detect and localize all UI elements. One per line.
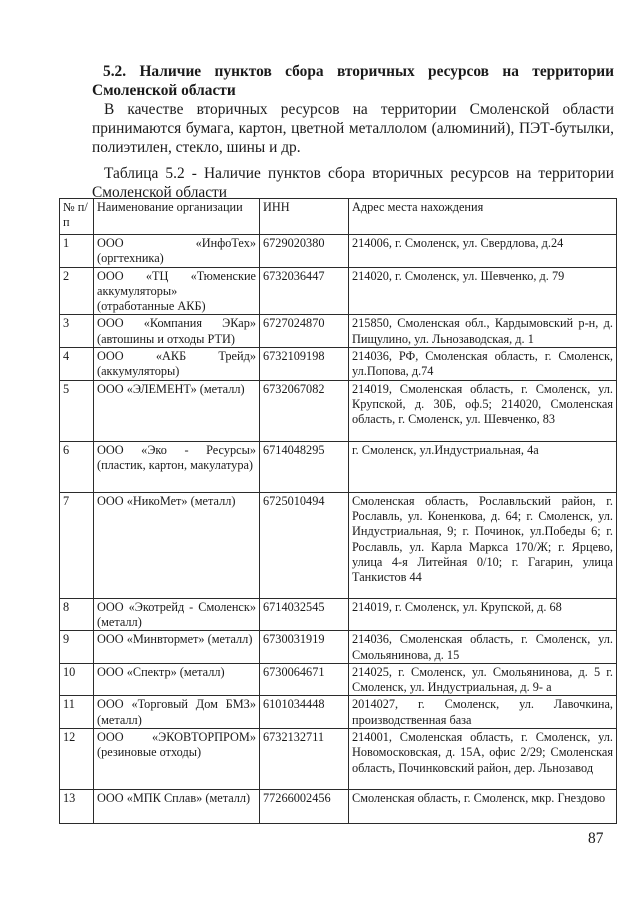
table-row <box>60 631 617 664</box>
row-num: 12 <box>60 729 94 790</box>
table-caption: Таблица 5.2 - Наличие пунктов сбора вторичных ресурсов на территории Смоленской области <box>92 165 614 201</box>
row-inn: 6732067082 <box>260 380 349 441</box>
row-address: 214006, г. Смоленск, ул. Свердлова, д.24 <box>349 235 617 268</box>
row-name: ООО «АКБ Трейд» (аккумуляторы) <box>94 348 260 381</box>
row-inn: 77266002456 <box>260 790 349 824</box>
row-num: 10 <box>60 663 94 696</box>
row-name: ООО «МПК Сплав» (металл) <box>94 790 260 824</box>
table-row <box>60 729 617 790</box>
row-inn: 6725010494 <box>260 492 349 598</box>
row-address: Смоленская область, г. Смоленск, мкр. Гнездово <box>349 790 617 824</box>
row-address: 214019, Смоленская область, г. Смоленск, ул. Крупской, д. 30Б, оф.5; 214020, Смоленская область, г. Смоленск, ул. Шевченко, 83 <box>349 380 617 441</box>
table-row <box>60 492 617 598</box>
row-name: ООО «ТЦ «Тюменские аккумуляторы» (отработанные АКБ) <box>94 267 260 315</box>
row-inn: 6714048295 <box>260 441 349 492</box>
row-inn: 6730064671 <box>260 663 349 696</box>
table-row <box>60 441 617 492</box>
row-address: 214001, Смоленская область, г. Смоленск, ул. Новомосковская, д. 15А, офис 2/29; Смоленская область, Починковский район, дер. Льнозавод <box>349 729 617 790</box>
table-header-row <box>60 199 617 235</box>
table-row <box>60 267 617 315</box>
row-address: 2014027, г. Смоленск, ул. Лавочкина, производственная база <box>349 696 617 729</box>
header-name: Наименование организации <box>94 199 260 235</box>
row-num: 6 <box>60 441 94 492</box>
intro-paragraph: В качестве вторичных ресурсов на территории Смоленской области принимаются бумага, картон, цветной металлолом (алюминий), ПЭТ-бутылки, полиэтилен, стекло, шины и др. <box>92 101 614 156</box>
row-inn: 6729020380 <box>260 235 349 268</box>
row-name: ООО «ИнфоТех» (оргтехника) <box>94 235 260 268</box>
row-name: ООО «ЭЛЕМЕНТ» (металл) <box>94 380 260 441</box>
table-row <box>60 663 617 696</box>
table-row <box>60 348 617 381</box>
row-inn: 6732109198 <box>260 348 349 381</box>
row-inn: 6101034448 <box>260 696 349 729</box>
row-address: 214019, г. Смоленск, ул. Крупской, д. 68 <box>349 598 617 631</box>
row-num: 2 <box>60 267 94 315</box>
header-num: № п/п <box>60 199 94 235</box>
table-row <box>60 598 617 631</box>
row-address: 215850, Смоленская обл., Кардымовский р-н, д. Пищулино, ул. Льнозаводская, д. 1 <box>349 315 617 348</box>
header-inn: ИНН <box>260 199 349 235</box>
header-address: Адрес места нахождения <box>349 199 617 235</box>
row-address: г. Смоленск, ул.Индустриальная, 4а <box>349 441 617 492</box>
row-inn: 6732132711 <box>260 729 349 790</box>
row-name: ООО «Минвтормет» (металл) <box>94 631 260 664</box>
row-num: 9 <box>60 631 94 664</box>
row-inn: 6732036447 <box>260 267 349 315</box>
row-name: ООО «Эко - Ресурсы» (пластик, картон, макулатура) <box>94 441 260 492</box>
row-num: 8 <box>60 598 94 631</box>
collection-points-table <box>59 198 617 824</box>
row-num: 7 <box>60 492 94 598</box>
row-name: ООО «Спектр» (металл) <box>94 663 260 696</box>
table-row <box>60 696 617 729</box>
table-row <box>60 790 617 824</box>
row-num: 1 <box>60 235 94 268</box>
row-num: 11 <box>60 696 94 729</box>
row-address: Смоленская область, Рославльский район, г. Рославль, ул. Коненкова, д. 64; г. Смоленск, ул. Индустриальная, 9; г. Починок, ул.Победы 6; г. Рославль, ул. Карла Маркса 170/Ж; г. Ярцево, улица 4-я Литейная 0/10; г. Гагарин, улица Танкистов 44 <box>349 492 617 598</box>
row-address: 214025, г. Смоленск, ул. Смольянинова, д. 5 г. Смоленск, ул. Индустриальная, д. 9- а <box>349 663 617 696</box>
row-num: 13 <box>60 790 94 824</box>
row-name: ООО «НикоМет» (металл) <box>94 492 260 598</box>
table-row <box>60 380 617 441</box>
row-name: ООО «Экотрейд - Смоленск» (металл) <box>94 598 260 631</box>
row-name: ООО «ЭКОВТОРПРОМ» (резиновые отходы) <box>94 729 260 790</box>
row-num: 3 <box>60 315 94 348</box>
row-address: 214020, г. Смоленск, ул. Шевченко, д. 79 <box>349 267 617 315</box>
row-inn: 6714032545 <box>260 598 349 631</box>
row-num: 4 <box>60 348 94 381</box>
row-address: 214036, РФ, Смоленская область, г. Смоленск, ул.Попова, д.74 <box>349 348 617 381</box>
row-inn: 6727024870 <box>260 315 349 348</box>
table-row <box>60 315 617 348</box>
row-inn: 6730031919 <box>260 631 349 664</box>
row-address: 214036, Смоленская область, г. Смоленск, ул. Смольянинова, д. 15 <box>349 631 617 664</box>
row-num: 5 <box>60 380 94 441</box>
page-number: 87 <box>588 830 604 847</box>
row-name: ООО «Торговый Дом БМЗ» (металл) <box>94 696 260 729</box>
section-heading: 5.2. Наличие пунктов сбора вторичных ресурсов на территории Смоленской области <box>92 63 614 99</box>
row-name: ООО «Компания ЭКар» (автошины и отходы РТИ) <box>94 315 260 348</box>
table-row <box>60 235 617 268</box>
